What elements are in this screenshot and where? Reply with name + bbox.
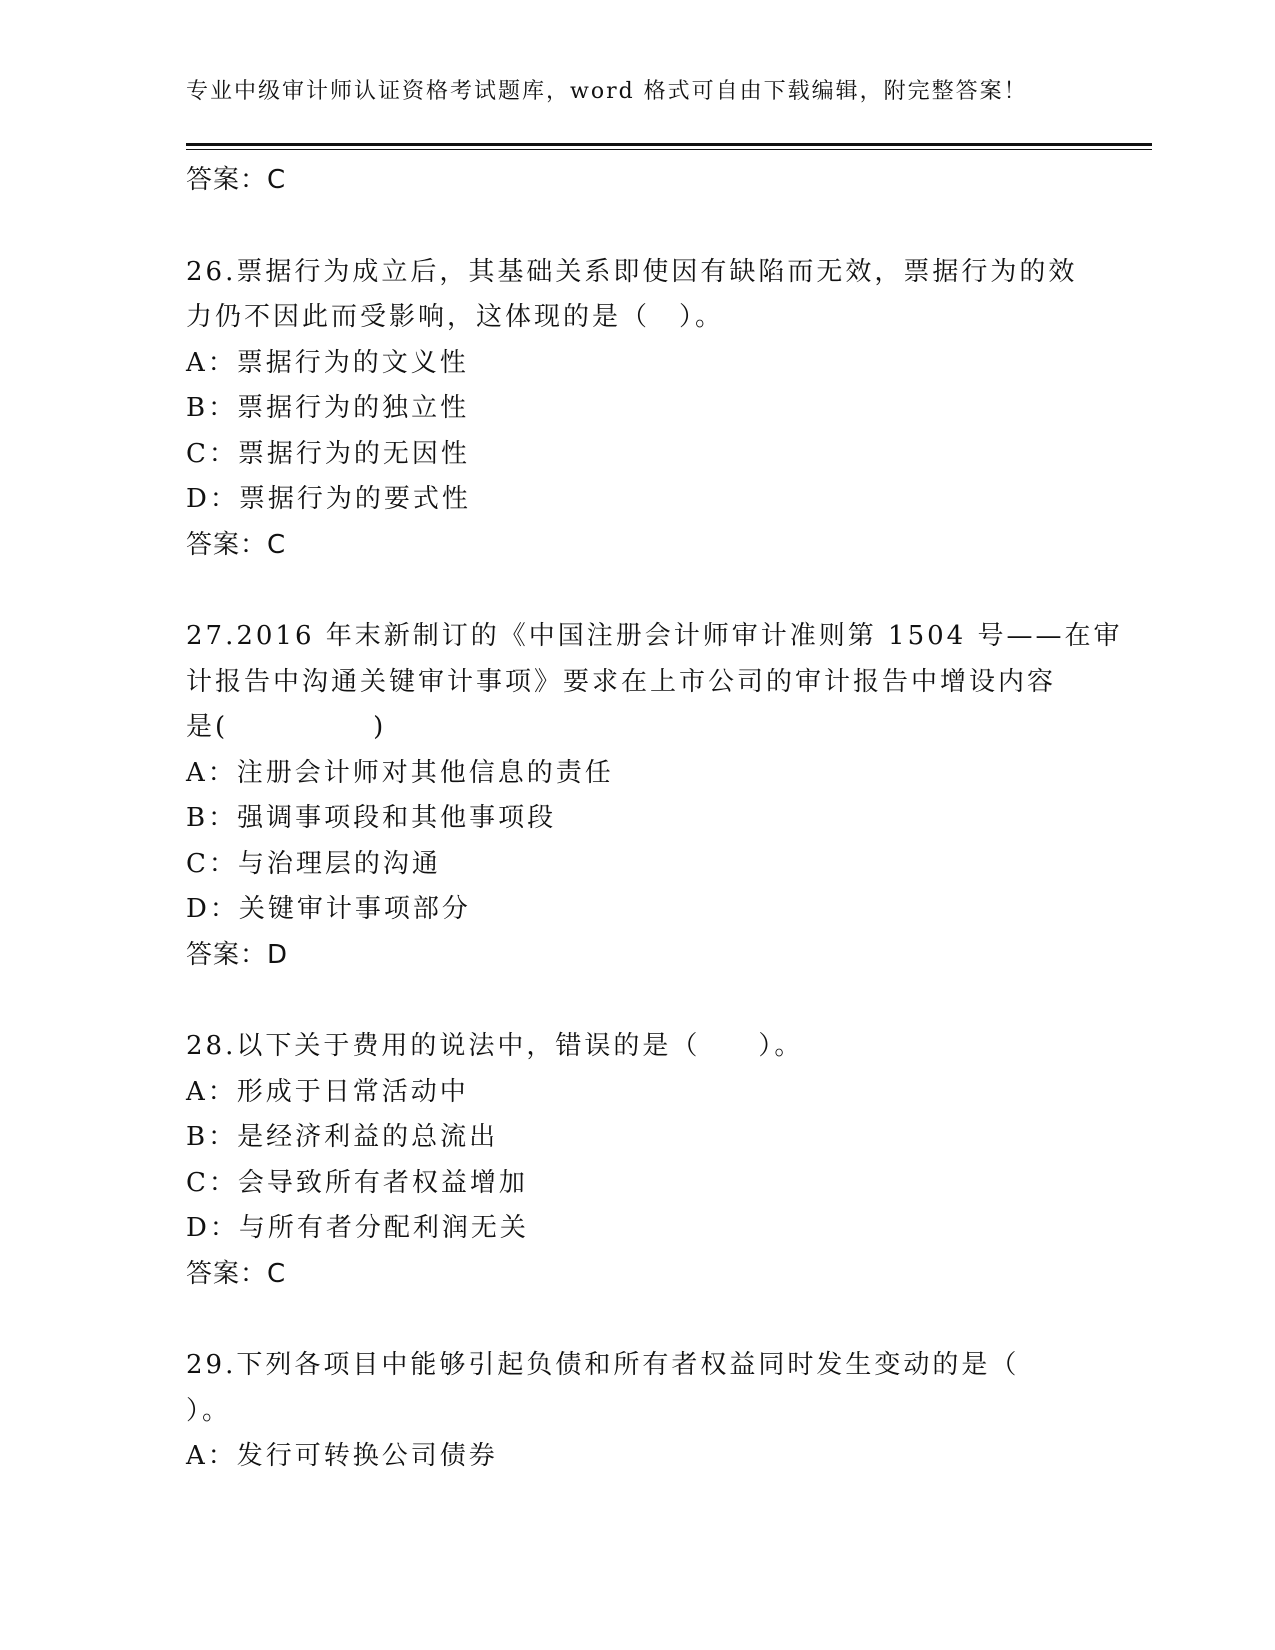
question-stem-line: ）。 bbox=[186, 1395, 232, 1426]
option-a: A：注册会计师对其他信息的责任 bbox=[186, 757, 614, 788]
answer-q26: 答案：C bbox=[186, 529, 287, 560]
option-d: D：关键审计事项部分 bbox=[186, 894, 471, 924]
option-d: D：与所有者分配利润无关 bbox=[186, 1213, 529, 1243]
answer-q27: 答案：D bbox=[186, 939, 289, 970]
question-stem-line: 计报告中沟通关键审计事项》要求在上市公司的审计报告中增设内容 bbox=[186, 666, 1057, 697]
question-29 bbox=[186, 1343, 1086, 1480]
option-c: C：票据行为的无因性 bbox=[186, 438, 470, 469]
question-content bbox=[186, 158, 1123, 1480]
question-26 bbox=[186, 250, 1086, 569]
spacer bbox=[186, 568, 1086, 614]
option-b: B：强调事项段和其他事项段 bbox=[186, 803, 557, 833]
question-stem-line: 28.以下关于费用的说法中，错误的是（ ）。 bbox=[186, 1031, 804, 1061]
question-stem-line: 27.2016 年末新制订的《中国注册会计师审计准则第 1504 号——在审 bbox=[186, 621, 1123, 651]
spacer bbox=[186, 1297, 1086, 1343]
option-b: B：票据行为的独立性 bbox=[186, 393, 470, 423]
spacer bbox=[186, 204, 1086, 250]
option-c: C：会导致所有者权益增加 bbox=[186, 1167, 528, 1198]
question-stem-line: 力仍不因此而受影响，这体现的是（ ）。 bbox=[186, 302, 725, 332]
option-c: C：与治理层的沟通 bbox=[186, 848, 441, 879]
spacer bbox=[186, 978, 1086, 1024]
question-27 bbox=[186, 614, 1123, 978]
question-stem-line: 26.票据行为成立后，其基础关系即使因有缺陷而无效，票据行为的效 bbox=[186, 256, 1078, 287]
answer-q28: 答案：C bbox=[186, 1258, 287, 1289]
question-stem-line: 29.下列各项目中能够引起负债和所有者权益同时发生变动的是（ bbox=[186, 1350, 1020, 1380]
option-a: A：发行可转换公司债券 bbox=[186, 1441, 498, 1471]
question-stem-line: 是( ) bbox=[186, 712, 387, 742]
header-rule-thin bbox=[186, 149, 1152, 150]
option-b: B：是经济利益的总流出 bbox=[186, 1122, 499, 1152]
header-rule-thick bbox=[186, 143, 1152, 146]
option-a: A：票据行为的文义性 bbox=[186, 347, 469, 378]
answer-q25: 答案：C bbox=[186, 165, 287, 195]
option-d: D：票据行为的要式性 bbox=[186, 484, 471, 514]
option-a: A：形成于日常活动中 bbox=[186, 1076, 469, 1107]
page-header: 专业中级审计师认证资格考试题库，word 格式可自由下载编辑，附完整答案！ bbox=[186, 79, 1028, 104]
question-28 bbox=[186, 1024, 1086, 1297]
